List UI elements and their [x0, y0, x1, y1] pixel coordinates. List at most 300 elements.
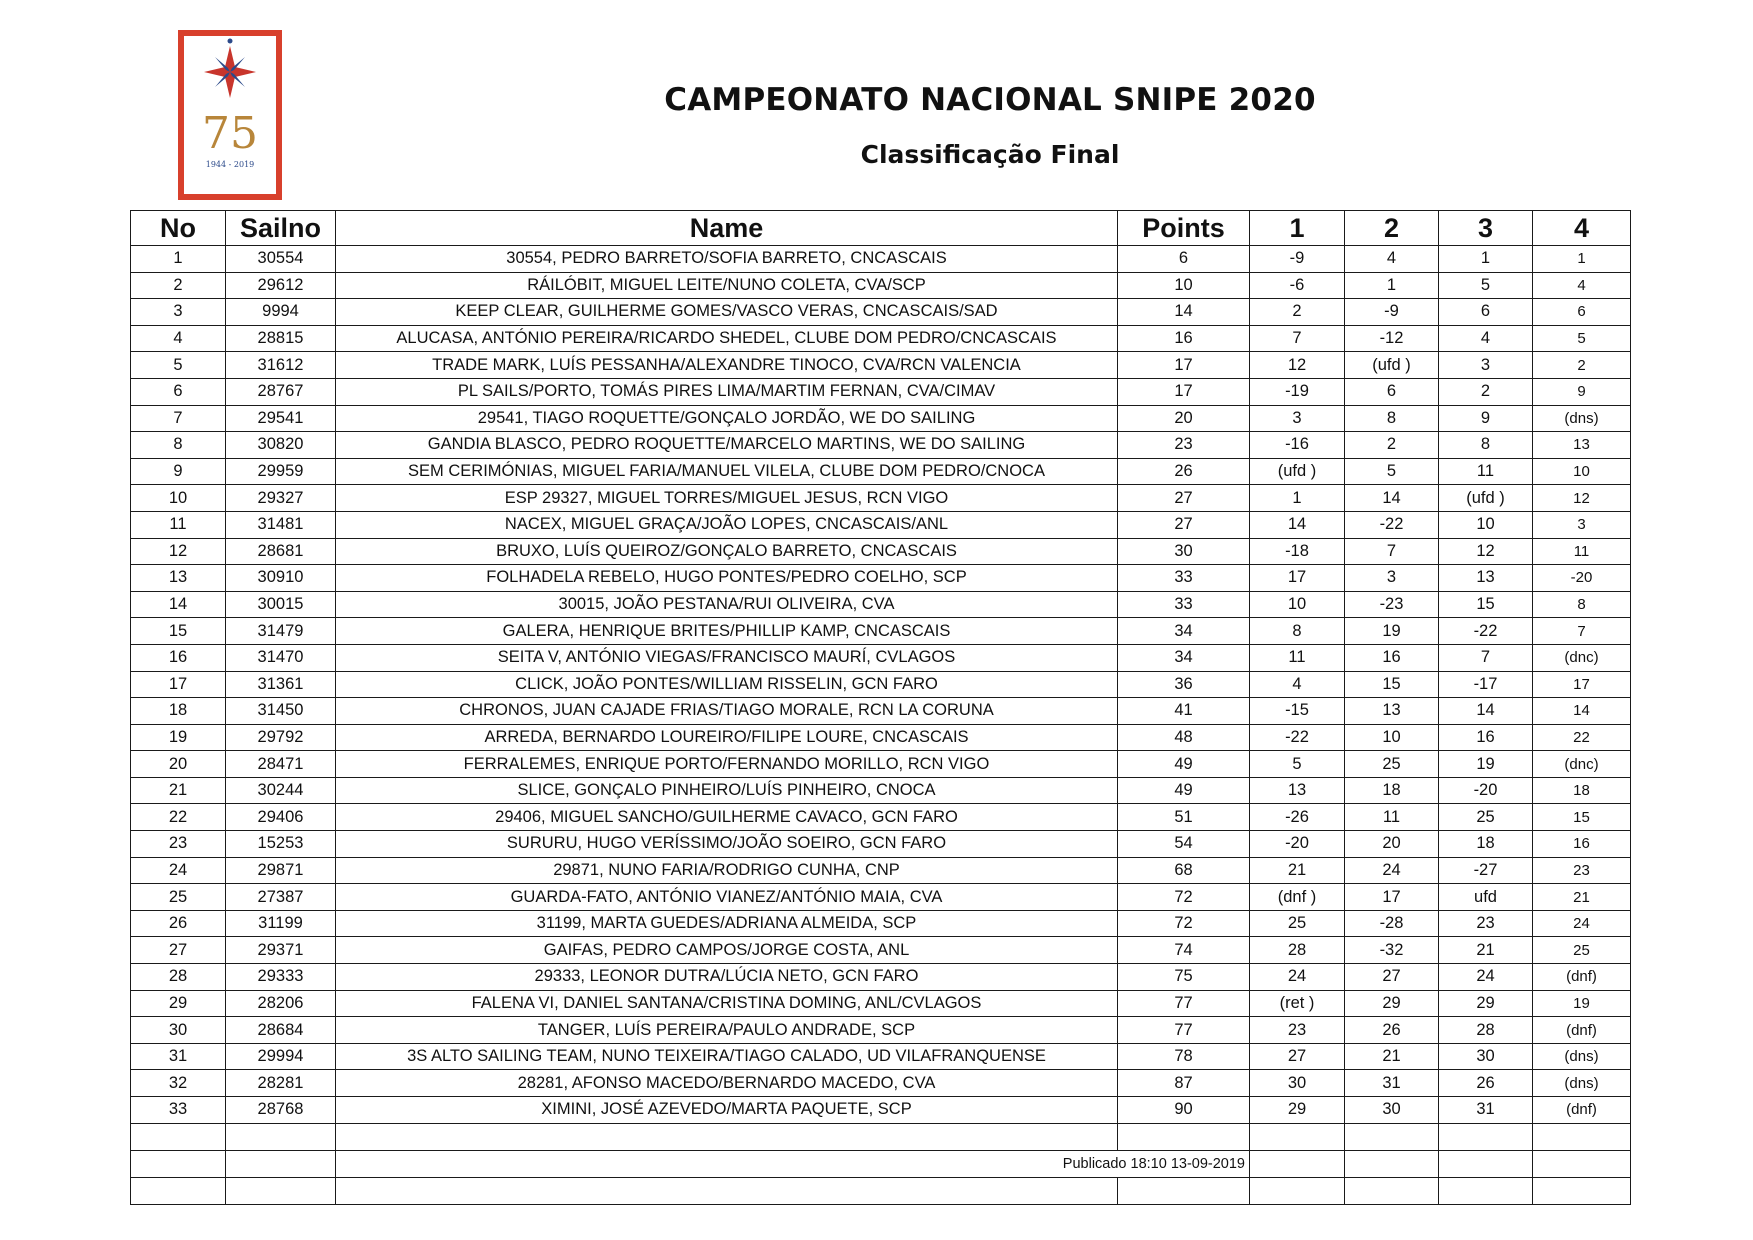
cell-race-4: 3 — [1533, 511, 1631, 538]
cell-race-3: 23 — [1439, 910, 1533, 937]
column-header-points: Points — [1118, 211, 1250, 246]
cell-sailno: 29371 — [226, 937, 336, 964]
cell-name: FOLHADELA REBELO, HUGO PONTES/PEDRO COELHO, SCP — [336, 565, 1118, 592]
table-row — [131, 804, 1631, 831]
table-row — [131, 352, 1631, 379]
table-row — [131, 777, 1631, 804]
cell-race-3: 2 — [1439, 378, 1533, 405]
table-row — [131, 378, 1631, 405]
cell-points: 27 — [1118, 511, 1250, 538]
cell-race-2: 18 — [1345, 777, 1439, 804]
cell-sailno: 29792 — [226, 724, 336, 751]
cell-race-4: 17 — [1533, 671, 1631, 698]
cell-race-3: 18 — [1439, 831, 1533, 858]
cell-rank: 4 — [131, 325, 226, 352]
cell-sailno: 30910 — [226, 565, 336, 592]
cell-name: 29871, NUNO FARIA/RODRIGO CUNHA, CNP — [336, 857, 1118, 884]
column-header-race-1: 1 — [1250, 211, 1345, 246]
cell-race-1: 2 — [1250, 299, 1345, 326]
cell-race-2: 19 — [1345, 618, 1439, 645]
cell-rank: 16 — [131, 644, 226, 671]
empty-row — [131, 1177, 1631, 1204]
cell-name: 29541, TIAGO ROQUETTE/GONÇALO JORDÃO, WE DO SAILING — [336, 405, 1118, 432]
cell-race-1: -20 — [1250, 831, 1345, 858]
cell-sailno: 29406 — [226, 804, 336, 831]
table-row — [131, 937, 1631, 964]
cell-race-2: 3 — [1345, 565, 1439, 592]
cell-name: TRADE MARK, LUÍS PESSANHA/ALEXANDRE TINOCO, CVA/RCN VALENCIA — [336, 352, 1118, 379]
cell-points: 10 — [1118, 272, 1250, 299]
cell-name: 30554, PEDRO BARRETO/SOFIA BARRETO, CNCASCAIS — [336, 246, 1118, 273]
cell-race-4: 13 — [1533, 432, 1631, 459]
cell-race-4: (dns) — [1533, 405, 1631, 432]
cell-race-1: 14 — [1250, 511, 1345, 538]
cell-rank: 10 — [131, 485, 226, 512]
cell-race-1: 10 — [1250, 591, 1345, 618]
cell-race-4: -20 — [1533, 565, 1631, 592]
cell-rank: 6 — [131, 378, 226, 405]
cell-race-2: -28 — [1345, 910, 1439, 937]
cell-race-1: 11 — [1250, 644, 1345, 671]
cell-race-1: -22 — [1250, 724, 1345, 751]
cell-race-3: 16 — [1439, 724, 1533, 751]
cell-race-2: 7 — [1345, 538, 1439, 565]
cell-race-4: (dns) — [1533, 1043, 1631, 1070]
cell-race-3: 21 — [1439, 937, 1533, 964]
cell-race-3: 15 — [1439, 591, 1533, 618]
cell-points: 33 — [1118, 591, 1250, 618]
cell-sailno: 30554 — [226, 246, 336, 273]
cell-sailno: 9994 — [226, 299, 336, 326]
cell-race-4: (dnf) — [1533, 1097, 1631, 1124]
table-row — [131, 698, 1631, 725]
table-row — [131, 1043, 1631, 1070]
cell-race-2: 15 — [1345, 671, 1439, 698]
cell-points: 17 — [1118, 378, 1250, 405]
cell-race-2: 4 — [1345, 246, 1439, 273]
cell-points: 27 — [1118, 485, 1250, 512]
cell-sailno: 29541 — [226, 405, 336, 432]
cell-rank: 33 — [131, 1097, 226, 1124]
cell-race-3: 28 — [1439, 1017, 1533, 1044]
cell-race-1: -6 — [1250, 272, 1345, 299]
document-header — [500, 82, 1480, 169]
cell-race-4: (dns) — [1533, 1070, 1631, 1097]
table-row — [131, 964, 1631, 991]
cell-race-3: 10 — [1439, 511, 1533, 538]
cell-sailno: 28815 — [226, 325, 336, 352]
cell-race-3: 11 — [1439, 458, 1533, 485]
cell-name: PL SAILS/PORTO, TOMÁS PIRES LIMA/MARTIM FERNAN, CVA/CIMAV — [336, 378, 1118, 405]
cell-points: 14 — [1118, 299, 1250, 326]
cell-sailno: 29612 — [226, 272, 336, 299]
cell-points: 30 — [1118, 538, 1250, 565]
cell-race-4: (dnc) — [1533, 751, 1631, 778]
cell-name: GUARDA-FATO, ANTÓNIO VIANEZ/ANTÓNIO MAIA, CVA — [336, 884, 1118, 911]
cell-race-2: 17 — [1345, 884, 1439, 911]
cell-race-4: 22 — [1533, 724, 1631, 751]
cell-rank: 30 — [131, 1017, 226, 1044]
cell-race-2: 14 — [1345, 485, 1439, 512]
cell-race-1: 3 — [1250, 405, 1345, 432]
cell-race-1: 25 — [1250, 910, 1345, 937]
cell-points: 72 — [1118, 884, 1250, 911]
cell-points: 68 — [1118, 857, 1250, 884]
cell-race-1: 17 — [1250, 565, 1345, 592]
cell-name: GAIFAS, PEDRO CAMPOS/JORGE COSTA, ANL — [336, 937, 1118, 964]
cell-race-4: 9 — [1533, 378, 1631, 405]
cell-race-1: 24 — [1250, 964, 1345, 991]
cell-race-2: 29 — [1345, 990, 1439, 1017]
cell-rank: 1 — [131, 246, 226, 273]
cell-rank: 8 — [131, 432, 226, 459]
cell-name: FALENA VI, DANIEL SANTANA/CRISTINA DOMING, ANL/CVLAGOS — [336, 990, 1118, 1017]
cell-race-2: 8 — [1345, 405, 1439, 432]
cell-rank: 19 — [131, 724, 226, 751]
cell-race-2: 27 — [1345, 964, 1439, 991]
cell-race-2: 10 — [1345, 724, 1439, 751]
cell-race-3: -27 — [1439, 857, 1533, 884]
cell-rank: 3 — [131, 299, 226, 326]
cell-race-1: -18 — [1250, 538, 1345, 565]
cell-race-2: 2 — [1345, 432, 1439, 459]
cell-race-1: -9 — [1250, 246, 1345, 273]
cell-name: FERRALEMES, ENRIQUE PORTO/FERNANDO MORILLO, RCN VIGO — [336, 751, 1118, 778]
cell-race-2: 30 — [1345, 1097, 1439, 1124]
page-title: CAMPEONATO NACIONAL SNIPE 2020 — [664, 82, 1316, 118]
table-row — [131, 644, 1631, 671]
svg-text:1944 - 2019: 1944 - 2019 — [205, 160, 255, 169]
cell-race-1: 21 — [1250, 857, 1345, 884]
table-row — [131, 485, 1631, 512]
table-row — [131, 1017, 1631, 1044]
table-row — [131, 272, 1631, 299]
cell-race-1: 12 — [1250, 352, 1345, 379]
cell-race-1: -16 — [1250, 432, 1345, 459]
cell-sailno: 29333 — [226, 964, 336, 991]
table-row — [131, 405, 1631, 432]
cell-points: 26 — [1118, 458, 1250, 485]
cell-sailno: 15253 — [226, 831, 336, 858]
cell-race-2: 11 — [1345, 804, 1439, 831]
cell-sailno: 30244 — [226, 777, 336, 804]
published-row — [131, 1150, 1631, 1177]
cell-rank: 24 — [131, 857, 226, 884]
cell-points: 34 — [1118, 618, 1250, 645]
table-row — [131, 910, 1631, 937]
cell-race-4: 4 — [1533, 272, 1631, 299]
cell-race-4: 11 — [1533, 538, 1631, 565]
cell-race-1: 27 — [1250, 1043, 1345, 1070]
cell-name: GALERA, HENRIQUE BRITES/PHILLIP KAMP, CNCASCAIS — [336, 618, 1118, 645]
cell-race-4: 7 — [1533, 618, 1631, 645]
table-row — [131, 1097, 1631, 1124]
cell-name: KEEP CLEAR, GUILHERME GOMES/VASCO VERAS, CNCASCAIS/SAD — [336, 299, 1118, 326]
cell-rank: 9 — [131, 458, 226, 485]
table-row — [131, 246, 1631, 273]
cell-name: SEM CERIMÓNIAS, MIGUEL FARIA/MANUEL VILELA, CLUBE DOM PEDRO/CNOCA — [336, 458, 1118, 485]
cell-points: 75 — [1118, 964, 1250, 991]
cell-rank: 15 — [131, 618, 226, 645]
table-row — [131, 511, 1631, 538]
column-header-race-4: 4 — [1533, 211, 1631, 246]
cell-sailno: 28206 — [226, 990, 336, 1017]
cell-points: 49 — [1118, 751, 1250, 778]
cell-points: 36 — [1118, 671, 1250, 698]
cell-race-2: 25 — [1345, 751, 1439, 778]
cell-rank: 28 — [131, 964, 226, 991]
cell-race-3: 30 — [1439, 1043, 1533, 1070]
cell-sailno: 31479 — [226, 618, 336, 645]
cell-race-3: 14 — [1439, 698, 1533, 725]
cell-race-3: 19 — [1439, 751, 1533, 778]
cell-race-3: 4 — [1439, 325, 1533, 352]
cell-race-4: 21 — [1533, 884, 1631, 911]
cell-race-1: -19 — [1250, 378, 1345, 405]
cell-race-4: 19 — [1533, 990, 1631, 1017]
cell-points: 74 — [1118, 937, 1250, 964]
cell-sailno: 28684 — [226, 1017, 336, 1044]
cell-race-3: 6 — [1439, 299, 1533, 326]
cell-race-2: 1 — [1345, 272, 1439, 299]
cell-race-3: -17 — [1439, 671, 1533, 698]
cell-race-3: 7 — [1439, 644, 1533, 671]
cell-name: 29406, MIGUEL SANCHO/GUILHERME CAVACO, GCN FARO — [336, 804, 1118, 831]
cell-race-3: 29 — [1439, 990, 1533, 1017]
cell-race-4: 14 — [1533, 698, 1631, 725]
cell-race-1: 13 — [1250, 777, 1345, 804]
cell-name: SLICE, GONÇALO PINHEIRO/LUÍS PINHEIRO, CNOCA — [336, 777, 1118, 804]
cell-race-4: (dnc) — [1533, 644, 1631, 671]
table-row — [131, 1070, 1631, 1097]
cell-race-1: (ufd ) — [1250, 458, 1345, 485]
cell-race-3: 8 — [1439, 432, 1533, 459]
cell-points: 20 — [1118, 405, 1250, 432]
cell-race-1: 4 — [1250, 671, 1345, 698]
table-row — [131, 325, 1631, 352]
cell-sailno: 31612 — [226, 352, 336, 379]
cell-race-1: 30 — [1250, 1070, 1345, 1097]
cell-race-1: 8 — [1250, 618, 1345, 645]
table-row — [131, 618, 1631, 645]
cell-points: 23 — [1118, 432, 1250, 459]
cell-rank: 22 — [131, 804, 226, 831]
table-row — [131, 299, 1631, 326]
empty-row — [131, 1123, 1631, 1150]
cell-name: XIMINI, JOSÉ AZEVEDO/MARTA PAQUETE, SCP — [336, 1097, 1118, 1124]
cell-sailno: 28281 — [226, 1070, 336, 1097]
table-row — [131, 591, 1631, 618]
cell-race-4: 23 — [1533, 857, 1631, 884]
column-header-name: Name — [336, 211, 1118, 246]
cell-sailno: 31481 — [226, 511, 336, 538]
page-subtitle: Classificação Final — [860, 140, 1120, 169]
cell-race-2: (ufd ) — [1345, 352, 1439, 379]
cell-points: 48 — [1118, 724, 1250, 751]
table-row — [131, 671, 1631, 698]
cell-rank: 17 — [131, 671, 226, 698]
cell-race-4: 12 — [1533, 485, 1631, 512]
cell-points: 72 — [1118, 910, 1250, 937]
cell-name: CLICK, JOÃO PONTES/WILLIAM RISSELIN, GCN FARO — [336, 671, 1118, 698]
table-row — [131, 565, 1631, 592]
cell-race-2: 13 — [1345, 698, 1439, 725]
cell-rank: 32 — [131, 1070, 226, 1097]
cell-race-1: 28 — [1250, 937, 1345, 964]
cell-name: TANGER, LUÍS PEREIRA/PAULO ANDRADE, SCP — [336, 1017, 1118, 1044]
table-row — [131, 884, 1631, 911]
cell-rank: 27 — [131, 937, 226, 964]
cell-race-3: 5 — [1439, 272, 1533, 299]
cell-race-4: 6 — [1533, 299, 1631, 326]
cell-name: RÁILÓBIT, MIGUEL LEITE/NUNO COLETA, CVA/SCP — [336, 272, 1118, 299]
cell-points: 77 — [1118, 990, 1250, 1017]
cell-name: 28281, AFONSO MACEDO/BERNARDO MACEDO, CVA — [336, 1070, 1118, 1097]
cell-rank: 26 — [131, 910, 226, 937]
cell-name: ALUCASA, ANTÓNIO PEREIRA/RICARDO SHEDEL, CLUBE DOM PEDRO/CNCASCAIS — [336, 325, 1118, 352]
cell-race-4: 5 — [1533, 325, 1631, 352]
svg-text:75: 75 — [202, 108, 258, 159]
cell-race-4: 24 — [1533, 910, 1631, 937]
cell-race-4: 18 — [1533, 777, 1631, 804]
header-row — [131, 211, 1631, 246]
cell-sailno: 29994 — [226, 1043, 336, 1070]
cell-name: 3S ALTO SAILING TEAM, NUNO TEIXEIRA/TIAGO CALADO, UD VILAFRANQUENSE — [336, 1043, 1118, 1070]
cell-race-3: -20 — [1439, 777, 1533, 804]
cell-race-4: 2 — [1533, 352, 1631, 379]
cell-sailno: 30015 — [226, 591, 336, 618]
cell-rank: 5 — [131, 352, 226, 379]
cell-points: 87 — [1118, 1070, 1250, 1097]
cell-race-2: -23 — [1345, 591, 1439, 618]
cell-race-1: (ret ) — [1250, 990, 1345, 1017]
cell-race-1: -15 — [1250, 698, 1345, 725]
cell-rank: 29 — [131, 990, 226, 1017]
cell-points: 6 — [1118, 246, 1250, 273]
cell-race-3: 13 — [1439, 565, 1533, 592]
cell-points: 78 — [1118, 1043, 1250, 1070]
table-row — [131, 458, 1631, 485]
cell-sailno: 27387 — [226, 884, 336, 911]
cell-race-2: 20 — [1345, 831, 1439, 858]
cell-rank: 12 — [131, 538, 226, 565]
cell-sailno: 29327 — [226, 485, 336, 512]
cell-rank: 14 — [131, 591, 226, 618]
cell-race-2: 21 — [1345, 1043, 1439, 1070]
table-row — [131, 432, 1631, 459]
cell-race-3: 1 — [1439, 246, 1533, 273]
cell-points: 77 — [1118, 1017, 1250, 1044]
cell-race-1: 29 — [1250, 1097, 1345, 1124]
cell-race-4: 8 — [1533, 591, 1631, 618]
cell-race-2: -32 — [1345, 937, 1439, 964]
column-header-race-3: 3 — [1439, 211, 1533, 246]
cell-race-3: -22 — [1439, 618, 1533, 645]
cell-name: ESP 29327, MIGUEL TORRES/MIGUEL JESUS, RCN VIGO — [336, 485, 1118, 512]
cell-name: NACEX, MIGUEL GRAÇA/JOÃO LOPES, CNCASCAIS/ANL — [336, 511, 1118, 538]
cell-race-4: 10 — [1533, 458, 1631, 485]
cell-race-3: 9 — [1439, 405, 1533, 432]
cell-race-3: 12 — [1439, 538, 1533, 565]
column-header-race-2: 2 — [1345, 211, 1439, 246]
cell-name: CHRONOS, JUAN CAJADE FRIAS/TIAGO MORALE, RCN LA CORUNA — [336, 698, 1118, 725]
cell-name: 31199, MARTA GUEDES/ADRIANA ALMEIDA, SCP — [336, 910, 1118, 937]
cell-race-2: 24 — [1345, 857, 1439, 884]
cell-rank: 7 — [131, 405, 226, 432]
cell-race-4: 25 — [1533, 937, 1631, 964]
cell-race-1: 23 — [1250, 1017, 1345, 1044]
cell-rank: 31 — [131, 1043, 226, 1070]
cell-points: 17 — [1118, 352, 1250, 379]
cell-race-4: (dnf) — [1533, 1017, 1631, 1044]
cell-race-1: 7 — [1250, 325, 1345, 352]
cell-points: 34 — [1118, 644, 1250, 671]
cell-points: 16 — [1118, 325, 1250, 352]
table-row — [131, 724, 1631, 751]
results-body — [131, 246, 1631, 1205]
cell-sailno: 29871 — [226, 857, 336, 884]
table-row — [131, 751, 1631, 778]
cell-race-2: 26 — [1345, 1017, 1439, 1044]
cell-rank: 18 — [131, 698, 226, 725]
cell-race-4: 15 — [1533, 804, 1631, 831]
cell-race-3: 26 — [1439, 1070, 1533, 1097]
cell-race-1: (dnf ) — [1250, 884, 1345, 911]
cell-race-3: 24 — [1439, 964, 1533, 991]
table-row — [131, 538, 1631, 565]
cell-points: 33 — [1118, 565, 1250, 592]
column-header-no: No — [131, 211, 226, 246]
cell-race-3: 31 — [1439, 1097, 1533, 1124]
cell-sailno: 28471 — [226, 751, 336, 778]
cell-sailno: 31199 — [226, 910, 336, 937]
cell-rank: 25 — [131, 884, 226, 911]
cell-rank: 13 — [131, 565, 226, 592]
cell-points: 90 — [1118, 1097, 1250, 1124]
cell-race-1: 5 — [1250, 751, 1345, 778]
cell-name: SURURU, HUGO VERÍSSIMO/JOÃO SOEIRO, GCN FARO — [336, 831, 1118, 858]
cell-race-4: (dnf) — [1533, 964, 1631, 991]
cell-sailno: 30820 — [226, 432, 336, 459]
cell-rank: 2 — [131, 272, 226, 299]
results-table — [130, 210, 1631, 1205]
cell-race-2: 5 — [1345, 458, 1439, 485]
cell-race-3: (ufd ) — [1439, 485, 1533, 512]
cell-race-2: 31 — [1345, 1070, 1439, 1097]
cell-points: 49 — [1118, 777, 1250, 804]
table-row — [131, 990, 1631, 1017]
cell-sailno: 28681 — [226, 538, 336, 565]
cell-race-2: -12 — [1345, 325, 1439, 352]
cell-rank: 20 — [131, 751, 226, 778]
table-row — [131, 831, 1631, 858]
cell-race-3: ufd — [1439, 884, 1533, 911]
cell-race-2: -9 — [1345, 299, 1439, 326]
cell-name: 30015, JOÃO PESTANA/RUI OLIVEIRA, CVA — [336, 591, 1118, 618]
cell-race-3: 25 — [1439, 804, 1533, 831]
cell-race-2: 6 — [1345, 378, 1439, 405]
cell-sailno: 28767 — [226, 378, 336, 405]
cell-race-4: 1 — [1533, 246, 1631, 273]
table-row — [131, 857, 1631, 884]
anniversary-logo — [178, 30, 282, 200]
cell-name: BRUXO, LUÍS QUEIROZ/GONÇALO BARRETO, CNCASCAIS — [336, 538, 1118, 565]
cell-race-2: 16 — [1345, 644, 1439, 671]
cell-sailno: 28768 — [226, 1097, 336, 1124]
cell-sailno: 31470 — [226, 644, 336, 671]
column-header-sailno: Sailno — [226, 211, 336, 246]
cell-name: 29333, LEONOR DUTRA/LÚCIA NETO, GCN FARO — [336, 964, 1118, 991]
